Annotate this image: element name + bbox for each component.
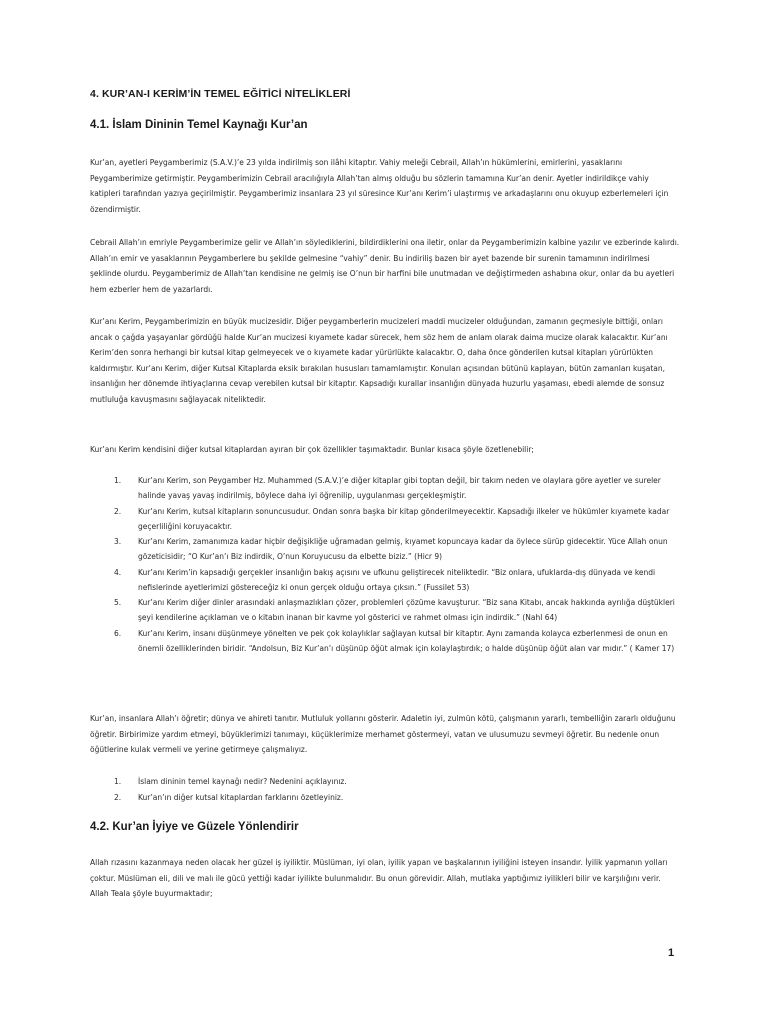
list-item — [90, 790, 680, 805]
list-number: 1. — [114, 476, 122, 485]
paragraph: Kur’an, ayetleri Peygamberimiz (S.A.V.)’e 23 yılda indirilmiş son ilâhi kitaptır. Vahiy meleği Cebrail, Allah’ın hükümlerini, emirlerini, yasaklarını Peygamberimize getirmiştir. Peygamberimizin Cebrail aracılığıyla Allah’tan almış olduğu bu sözlerin tamamına Kur’an denir. Ayetler indirildikçe vahiy katipleri tarafından yazıya geçirilmiştir. Peygamberimiz insanlara 23 yıl süresince Kur’anı Kerim’i ulaştırmış ve arkadaşlarını onu okuyup ezberlemeleri için özendirmiştir. — [90, 158, 669, 214]
list-number: 2. — [114, 792, 122, 802]
list-item-text: Kur’anı Kerim, son Peygamber Hz. Muhammed (S.A.V.)’e diğer kitaplar gibi toptan değil, bir takım neden ve olaylara göre ayetler ve sureler halinde yavaş yavaş indirilmiş, böylece daha iyi öğrenilip, uygulanması gerçekleşmiştir. — [138, 476, 661, 500]
list-number: 3. — [114, 537, 122, 546]
list-item-text: Kur’anı Kerim, insanı düşünmeye yönelten ve pek çok kolaylıklar sağlayan kutsal bir kitaptır. Aynı zamanda kolayca ezberlenmesi de onun en önemli özelliklerinden biridir. “Andolsun, Biz Kur’an’ı düşünüp öğüt almak için kolaylaştırdık; o halde düşünüp öğüt alan var mıdır.” ( Kamer 17) — [138, 628, 675, 653]
list-item-text: Kur’anı Kerim’in kapsadığı gerçekler insanlığın bakış açısını ve ufkunu geliştirecek niteliktedir. “Biz onlara, ufuklarda-dış dünyada ve kendi nefislerinde ayetlerimizi göstereceğiz ki onun gerçek olduğu ortaya çıksın.” (Fussilet 53) — [138, 567, 656, 592]
list-number: 1. — [114, 777, 122, 786]
questions-list — [90, 774, 680, 805]
list-item — [90, 595, 680, 625]
section-heading-4-2: 4.2. Kur’an İyiye ve Güzele Yönlendirir — [90, 821, 299, 833]
features-list — [90, 473, 680, 656]
list-number: 5. — [114, 598, 122, 607]
paragraph: Kur’anı Kerim, Peygamberimizin en büyük mucizesidir. Diğer peygamberlerin mucizeleri maddi mucizeler olduğundan, zamanın geçmesiyle bittiği, onları ancak o çağda yaşayanlar gördüğü halde Kur’an mucizesi kıyamete kadar sürecek, hem söz hem de anlam olarak daima mucize olarak kalacaktır. Kur’anı Kerim’den sonra herhangi bir kutsal kitap gelmeyecek ve o kıyamete kadar yürürlükte kalacaktır. O, daha önce gönderilen kutsal kitapları yürürlükten kaldırmıştır. Kur’anı Kerim, diğer Kutsal Kitaplarda eksik bırakılan hususları tamamlamıştır. Konuları açısından bütünü kaplayan, bütün zamanları kuşatan, insanlığın her dönemde ihtiyaçlarına cevap verebilen kutsal bir kitaptır. Kapsadığı kurallar insanlığın dünyada huzurlu yaşaması, ebedi alemde de sonsuz mutluluğa kavuşmasını sağlayacak niteliktedir. — [90, 317, 668, 404]
list-item-text: Kur’anı Kerim, zamanımıza kadar hiçbir değişikliğe uğramadan gelmiş, kıyamet kopuncaya kadar da öylece sürüp gidecektir. Yüce Allah onun gözeticisidir; “O Kur’an’ı Biz indirdik, O’nun Koruyucusu da elbette biziz.” (Hicr 9) — [138, 537, 668, 561]
list-number: 4. — [114, 567, 122, 577]
paragraph: Kur’an, insanlara Allah’ı öğretir; dünya ve ahireti tanıtır. Mutluluk yollarını gösterir. Adaletin iyi, zulmün kötü, çalışmanın yararlı, tembelliğin zararlı olduğunu öğretir. Birbirimize yardım etmeyi, büyüklerimizi tanımayı, küçüklerimize merhamet göstermeyi, vatan ve ulusumuzu sevmeyi öğretir. Bu nedenle onun öğütlerine kulak vermeli ve yerine getirmeye çalışmalıyız. — [90, 714, 676, 754]
paragraph: Kur’anı Kerim kendisini diğer kutsal kitaplardan ayıran bir çok özellikler taşımaktadır. Bunlar kısaca şöyle özetlenebilir; — [90, 445, 534, 454]
list-item — [90, 504, 680, 534]
list-item — [90, 774, 680, 789]
page-number: 1 — [668, 947, 675, 959]
list-item — [90, 473, 680, 503]
list-item — [90, 565, 680, 595]
list-number: 6. — [114, 628, 122, 638]
paragraph: Allah rızasını kazanmaya neden olacak her güzel iş iyiliktir. Müslüman, iyi olan, iyilik yapan ve başkalarının iyiliğini isteyen insandır. İyilik yapmanın yolları çoktur. Müslüman eli, dili ve malı ile gücü yettiği kadar iyilikte bulunmalıdır. Bu onun görevidir. Allah, mutlaka yaptığımız iyilikleri bilir ve karşılığını verir. Allah Teala şöyle buyurmaktadır; — [90, 858, 668, 898]
chapter-title: 4. KUR’AN-I KERİM’İN TEMEL EĞİTİCİ NİTELİKLERİ — [90, 88, 351, 100]
section-heading-4-1: 4.1. İslam Dininin Temel Kaynağı Kur’an — [90, 119, 308, 131]
list-item-text: Kur’anı Kerim diğer dinler arasındaki anlaşmazlıkları çözer, problemleri çözüme kavuşturur. “Biz sana Kitabı, ancak hakkında ayrılığa düştükleri şeyi kendilerine açıklaman ve o kitabın inanan bir kavme yol gösterici ve rahmet olması için indirdik.” (Nahl 64) — [138, 598, 675, 622]
list-item-text: Kur’an’ın diğer kutsal kitaplardan farklarını özetleyiniz. — [138, 792, 344, 802]
list-item — [90, 534, 680, 564]
paragraph: Cebrail Allah’ın emriyle Peygamberimize gelir ve Allah’ın söylediklerini, bildirdiklerini ona iletir, onlar da Peygamberimizin kalbine yazılır ve ezberinde kalırdı. Allah’ın emir ve yasaklarının Peygamberlere bu şekilde gelmesine “vahiy” denir. Bu indiriliş bazen bir ayet bazende bir surenin tamamının indirilmesi şeklinde olurdu. Peygamberimiz de Allah’tan kendisine ne gelmiş ise O’nun bir harfini bile unutmadan ve değiştirmeden ashabına okur, onlar da bu ayetleri hem ezberler hem de yazarlardı. — [90, 238, 680, 294]
list-item — [90, 626, 680, 656]
list-item-text: İslam dininin temel kaynağı nedir? Nedenini açıklayınız. — [138, 777, 347, 786]
list-number: 2. — [114, 506, 122, 516]
list-item-text: Kur’anı Kerim, kutsal kitapların sonuncusudur. Ondan sonra başka bir kitap gönderilmeyecektir. Kapsadığı ilkeler ve hükümler kıyamete kadar geçerliliğini koruyacaktır. — [138, 506, 670, 531]
